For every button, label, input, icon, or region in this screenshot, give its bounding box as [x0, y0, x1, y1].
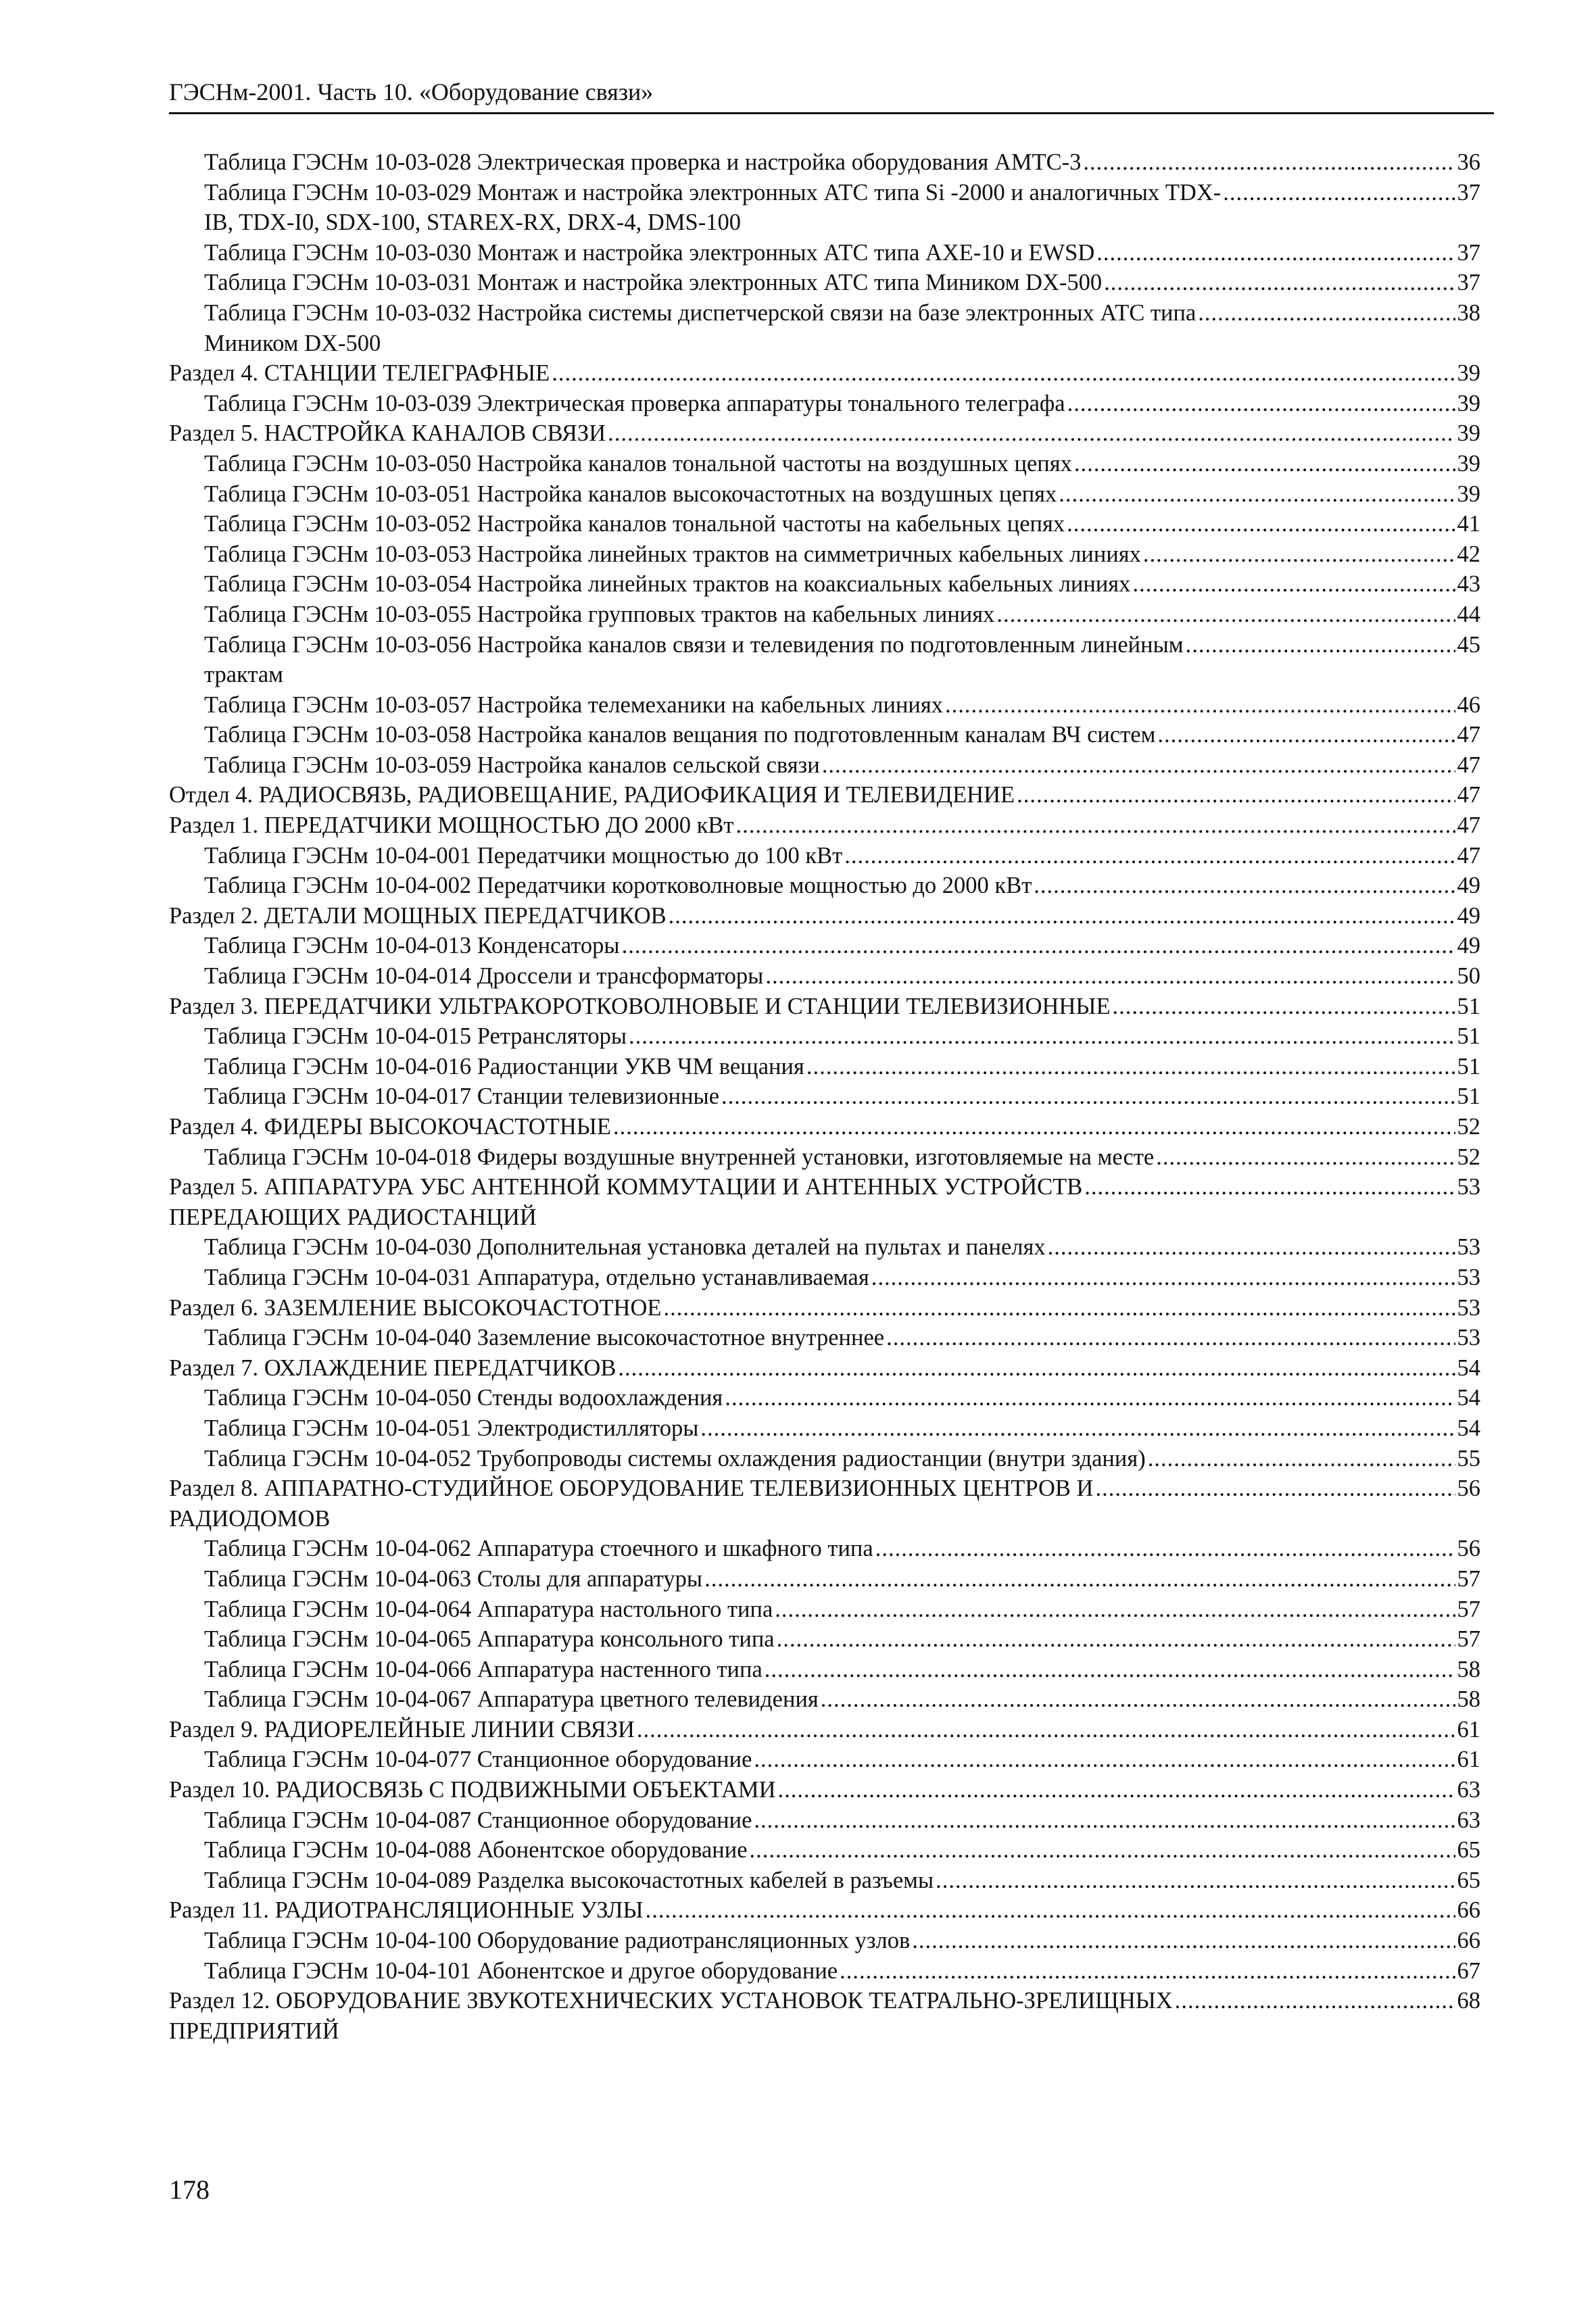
- toc-table-entry[interactable]: [169, 1444, 1480, 1474]
- toc-page-number: 49: [1457, 873, 1480, 899]
- toc-table-entry[interactable]: [169, 841, 1480, 871]
- toc-page-number: 57: [1457, 1626, 1480, 1653]
- dot-leader: [1186, 630, 1455, 660]
- toc-entry-title: [169, 1172, 1082, 1232]
- dot-leader: [646, 1895, 1455, 1926]
- toc-entry-title: [204, 690, 943, 721]
- toc-entry-title: [204, 720, 1155, 750]
- toc-section-entry[interactable]: [169, 1353, 1480, 1384]
- dot-leader: [806, 1052, 1455, 1082]
- toc-page-number: 37: [1457, 179, 1480, 205]
- toc-entry-title-line: ПРЕДПРИЯТИЙ: [169, 2018, 339, 2044]
- toc-entry-title-line: Таблица ГЭСНм 10-04-088 Абонентское оборудование: [204, 1837, 748, 1863]
- toc-page-number: 49: [1457, 933, 1480, 959]
- toc-table-entry[interactable]: [169, 569, 1480, 600]
- dot-leader: [1048, 1232, 1455, 1263]
- toc-section-entry[interactable]: [169, 1775, 1480, 1805]
- toc-section-entry[interactable]: [169, 1293, 1480, 1323]
- toc-entry-title-line: Таблица ГЭСНм 10-04-050 Стенды водоохлаждения: [204, 1385, 723, 1411]
- toc-page-number: 63: [1457, 1777, 1480, 1803]
- dot-leader: [637, 1715, 1455, 1745]
- toc-entry-title: [169, 1986, 1173, 2046]
- toc-entry-title: [204, 1383, 723, 1413]
- dot-leader: [1175, 1986, 1455, 2016]
- toc-entry-title: [204, 1926, 910, 1956]
- toc-entry-title: [204, 961, 763, 992]
- toc-entry-title: [169, 418, 606, 449]
- dot-leader: [775, 1594, 1455, 1625]
- toc-entry-title-line: Таблица ГЭСНм 10-04-064 Аппаратура настольного типа: [204, 1596, 773, 1622]
- toc-entry-title-line: трактам: [204, 662, 284, 688]
- toc-entry-title-line: Таблица ГЭСНм 10-03-039 Электрическая проверка аппаратуры тонального телеграфа: [204, 390, 1065, 416]
- toc-page-number: 58: [1457, 1656, 1480, 1682]
- toc-entry-title-line: Таблица ГЭСНм 10-04-051 Электродистилляторы: [204, 1415, 699, 1441]
- toc-page-number: 51: [1457, 1053, 1480, 1079]
- toc-entry-title-line: Таблица ГЭСНм 10-04-077 Станционное оборудование: [204, 1747, 752, 1773]
- toc-table-entry[interactable]: [169, 750, 1480, 781]
- toc-page-number: 55: [1457, 1445, 1480, 1471]
- toc-table-entry[interactable]: [169, 1142, 1480, 1173]
- toc-table-entry[interactable]: [169, 1534, 1480, 1564]
- toc-page-number: 44: [1457, 601, 1480, 627]
- dot-leader: [618, 1353, 1455, 1384]
- toc-entry-title-line: Таблица ГЭСНм 10-03-059 Настройка каналов сельской связи: [204, 752, 820, 778]
- toc-page-number: 53: [1457, 1294, 1480, 1321]
- dot-leader: [1143, 539, 1455, 570]
- header-divider: [169, 112, 1494, 114]
- toc-section-entry[interactable]: [169, 1473, 1480, 1534]
- toc-entry-title-line: Таблица ГЭСНм 10-04-015 Ретрансляторы: [204, 1023, 627, 1050]
- toc-table-entry[interactable]: [169, 871, 1480, 901]
- dot-leader: [777, 1624, 1455, 1655]
- toc-entry-title-line: Раздел 12. ОБОРУДОВАНИЕ ЗВУКОТЕХНИЧЕСКИХ УСТАНОВОК ТЕАТРАЛЬНО-ЗРЕЛИЩНЫХ: [169, 1988, 1173, 2014]
- toc-entry-title: [169, 992, 1111, 1022]
- toc-entry-title-line: Таблица ГЭСНм 10-03-055 Настройка групповых трактов на кабельных линиях: [204, 601, 995, 627]
- toc-entry-title: [204, 147, 1081, 178]
- toc-page-number: 67: [1457, 1957, 1480, 1984]
- dot-leader: [844, 841, 1455, 871]
- toc-page-number: 47: [1457, 722, 1480, 748]
- toc-entry-title-line: Таблица ГЭСНм 10-03-058 Настройка каналов вещания по подготовленным каналам ВЧ систем: [204, 722, 1156, 748]
- toc-entry-title: [169, 810, 734, 841]
- toc-table-entry[interactable]: [169, 268, 1480, 298]
- toc-entry-title: [204, 1323, 884, 1353]
- toc-entry-title: [204, 600, 994, 630]
- toc-table-entry[interactable]: [169, 1805, 1480, 1836]
- toc-entry-title: [204, 1052, 804, 1082]
- toc-section-entry[interactable]: [169, 901, 1480, 931]
- toc-table-entry[interactable]: [169, 298, 1480, 358]
- toc-entry-title-line: Таблица ГЭСНм 10-03-031 Монтаж и настройка электронных АТС типа Миником DX-500: [204, 270, 1103, 296]
- dot-leader: [1223, 178, 1455, 208]
- toc-entry-title: [169, 1715, 635, 1745]
- toc-section-entry[interactable]: [169, 1715, 1480, 1745]
- dot-leader: [1132, 569, 1455, 600]
- toc-entry-title-line: Таблица ГЭСНм 10-04-002 Передатчики коротковолновые мощностью до 2000 кВт: [204, 873, 1032, 899]
- toc-entry-title: [204, 178, 1221, 238]
- toc-table-entry[interactable]: [169, 449, 1480, 479]
- toc-page-number: 54: [1457, 1415, 1480, 1441]
- toc-page-number: 39: [1457, 360, 1480, 387]
- toc-page-number: 39: [1457, 420, 1480, 447]
- toc-page-number: 39: [1457, 450, 1480, 477]
- dot-leader: [704, 1564, 1455, 1594]
- toc-entry-title: [169, 1895, 644, 1926]
- toc-table-entry[interactable]: [169, 1745, 1480, 1775]
- toc-page-number: 51: [1457, 1083, 1480, 1110]
- toc-table-entry[interactable]: [169, 1323, 1480, 1353]
- toc-entry-title-line: Таблица ГЭСНм 10-04-100 Оборудование радиотрансляционных узлов: [204, 1928, 911, 1954]
- dot-leader: [1059, 479, 1455, 510]
- toc-entry-title-line: Раздел 2. ДЕТАЛИ МОЩНЫХ ПЕРЕДАТЧИКОВ: [169, 902, 667, 929]
- toc-page-number: 63: [1457, 1807, 1480, 1833]
- toc-table-entry[interactable]: [169, 238, 1480, 268]
- dot-leader: [1095, 1473, 1455, 1504]
- toc-table-entry[interactable]: [169, 1021, 1480, 1052]
- toc-page-number: 61: [1457, 1716, 1480, 1743]
- toc-entry-title: [169, 901, 667, 931]
- toc-entry-title: [204, 539, 1141, 570]
- toc-page-number: 65: [1457, 1867, 1480, 1893]
- dot-leader: [996, 600, 1455, 630]
- toc-page-number: 53: [1457, 1264, 1480, 1290]
- dot-leader: [669, 901, 1455, 931]
- toc-entry-title: [169, 1473, 1093, 1534]
- toc-entry-title: [204, 1624, 775, 1655]
- toc-page-number: 68: [1457, 1988, 1480, 2014]
- dot-leader: [886, 1323, 1455, 1353]
- dot-leader: [552, 358, 1455, 389]
- toc-table-entry[interactable]: [169, 1594, 1480, 1625]
- toc-table-entry[interactable]: [169, 389, 1480, 419]
- toc-table-entry[interactable]: [169, 178, 1480, 238]
- toc-page-number: 43: [1457, 571, 1480, 598]
- toc-table-entry[interactable]: [169, 1655, 1480, 1685]
- toc-page-number: 65: [1457, 1837, 1480, 1863]
- toc-entry-title: [204, 1655, 763, 1685]
- toc-entry-title-line: Таблица ГЭСНм 10-04-018 Фидеры воздушные внутренней установки, изготовляемые на месте: [204, 1144, 1155, 1170]
- toc-entry-title: [204, 449, 1072, 479]
- toc-section-entry[interactable]: [169, 358, 1480, 389]
- toc-entry-title: [204, 1263, 869, 1293]
- toc-entry-title: [204, 1232, 1046, 1263]
- toc-entry-title-line: IB, TDX-I0, SDX-100, STAREX-RX, DRX-4, DMS-100: [204, 210, 741, 236]
- toc-entry-title: [204, 479, 1057, 510]
- toc-page-number: 36: [1457, 149, 1480, 175]
- toc-page-number: 56: [1457, 1476, 1480, 1502]
- toc-entry-title: [169, 1112, 611, 1142]
- toc-entry-title: [204, 389, 1065, 419]
- dot-leader: [1067, 509, 1455, 539]
- toc-entry-title-line: Таблица ГЭСНм 10-04-052 Трубопроводы системы охлаждения радиостанции (внутри здания): [204, 1445, 1146, 1471]
- toc-entry-title-line: Таблица ГЭСНм 10-03-052 Настройка каналов тональной частоты на кабельных цепях: [204, 511, 1065, 537]
- toc-table-entry[interactable]: [169, 1383, 1480, 1413]
- toc-entry-title-line: Таблица ГЭСНм 10-04-014 Дроссели и трансформаторы: [204, 963, 764, 990]
- toc-page-number: 47: [1457, 842, 1480, 869]
- toc-table-entry[interactable]: [169, 1081, 1480, 1112]
- toc-entry-title-line: Таблица ГЭСНм 10-04-001 Передатчики мощностью до 100 кВт: [204, 842, 843, 869]
- toc-entry-title-line: Таблица ГЭСНм 10-04-040 Заземление высокочастотное внутреннее: [204, 1325, 885, 1351]
- dot-leader: [1067, 389, 1455, 419]
- toc-page-number: 52: [1457, 1144, 1480, 1170]
- toc-section-entry[interactable]: [169, 1112, 1480, 1142]
- toc-entry-title-line: Таблица ГЭСНм 10-04-101 Абонентское и другое оборудование: [204, 1957, 838, 1984]
- toc-entry-title: [204, 1142, 1154, 1173]
- dot-leader: [608, 418, 1455, 449]
- toc-table-entry[interactable]: [169, 539, 1480, 570]
- dot-leader: [765, 1655, 1455, 1685]
- dot-leader: [725, 1383, 1455, 1413]
- toc-page-number: 54: [1457, 1355, 1480, 1381]
- toc-entry-title-line: Раздел 5. НАСТРОЙКА КАНАЛОВ СВЯЗИ: [169, 420, 606, 447]
- toc-table-entry[interactable]: [169, 1624, 1480, 1655]
- toc-page-number: 47: [1457, 752, 1480, 778]
- toc-page-number: 37: [1457, 239, 1480, 266]
- toc-entry-title-line: Таблица ГЭСНм 10-04-087 Станционное оборудование: [204, 1807, 752, 1833]
- toc-page-number: 66: [1457, 1897, 1480, 1924]
- toc-entry-title: [204, 1866, 934, 1896]
- toc-entry-title-line: Таблица ГЭСНм 10-04-062 Аппаратура стоечного и шкафного типа: [204, 1536, 873, 1562]
- dot-leader: [754, 1805, 1455, 1836]
- toc-page-number: 61: [1457, 1747, 1480, 1773]
- dot-leader: [778, 1775, 1455, 1805]
- toc-entry-title-line: Таблица ГЭСНм 10-03-053 Настройка линейных трактов на симметричных кабельных линиях: [204, 541, 1141, 567]
- toc-entry-title: [204, 298, 1196, 358]
- toc-page-number: 37: [1457, 270, 1480, 296]
- toc-entry-title-line: Таблица ГЭСНм 10-03-056 Настройка каналов связи и телевидения по подготовленным линейным: [204, 631, 1184, 658]
- dot-leader: [1034, 871, 1455, 901]
- toc-section-entry[interactable]: [169, 810, 1480, 841]
- dot-leader: [613, 1112, 1455, 1142]
- toc-entry-title-line: Таблица ГЭСНм 10-03-054 Настройка линейных трактов на коаксиальных кабельных линиях: [204, 571, 1131, 598]
- toc-table-entry[interactable]: [169, 1835, 1480, 1866]
- toc-page-number: 47: [1457, 782, 1480, 808]
- toc-page-number: 39: [1457, 390, 1480, 416]
- toc-table-entry[interactable]: [169, 479, 1480, 510]
- toc-table-entry[interactable]: [169, 1413, 1480, 1444]
- toc-entry-title: [204, 569, 1130, 600]
- dot-leader: [1084, 1172, 1455, 1202]
- toc-entry-title-line: Раздел 5. АППАРАТУРА УБС АНТЕННОЙ КОММУТАЦИИ И АНТЕННЫХ УСТРОЙСТВ: [169, 1174, 1083, 1200]
- dot-leader: [1074, 449, 1455, 479]
- running-header: ГЭСНм-2001. Часть 10. «Оборудование связи»: [169, 78, 654, 105]
- toc-entry-title-line: Раздел 4. ФИДЕРЫ ВЫСОКОЧАСТОТНЫЕ: [169, 1114, 611, 1140]
- dot-leader: [912, 1926, 1455, 1956]
- toc-page-number: 57: [1457, 1596, 1480, 1622]
- toc-entry-title-line: Таблица ГЭСНм 10-04-016 Радиостанции УКВ ЧМ вещания: [204, 1053, 804, 1079]
- dot-leader: [1017, 780, 1455, 810]
- toc-entry-title-line: Раздел 7. ОХЛАЖДЕНИЕ ПЕРЕДАТЧИКОВ: [169, 1355, 616, 1381]
- dot-leader: [700, 1413, 1455, 1444]
- toc-entry-title-line: Таблица ГЭСНм 10-03-051 Настройка каналов высокочастотных на воздушных цепях: [204, 481, 1057, 507]
- toc-entry-title: [204, 1956, 838, 1987]
- toc-entry-title-line: Таблица ГЭСНм 10-04-063 Столы для аппаратуры: [204, 1565, 703, 1592]
- toc-entry-title-line: Раздел 3. ПЕРЕДАТЧИКИ УЛЬТРАКОРОТКОВОЛНОВЫЕ И СТАНЦИИ ТЕЛЕВИЗИОННЫЕ: [169, 993, 1111, 1019]
- dot-leader: [1104, 268, 1455, 298]
- toc-table-entry[interactable]: [169, 1926, 1480, 1956]
- toc-page-number: 49: [1457, 902, 1480, 929]
- toc-entry-title-line: Таблица ГЭСНм 10-04-030 Дополнительная установка деталей на пультах и панелях: [204, 1234, 1046, 1261]
- toc-page-number: 47: [1457, 812, 1480, 839]
- toc-section-entry[interactable]: [169, 1986, 1480, 2046]
- dot-leader: [629, 1021, 1455, 1052]
- toc-table-entry[interactable]: [169, 509, 1480, 539]
- toc-section-entry[interactable]: [169, 780, 1480, 810]
- dot-leader: [622, 931, 1455, 961]
- dot-leader: [750, 1835, 1455, 1866]
- dot-leader: [1083, 147, 1455, 178]
- toc-entry-title-line: Отдел 4. РАДИОСВЯЗЬ, РАДИОВЕЩАНИЕ, РАДИОФИКАЦИЯ И ТЕЛЕВИДЕНИЕ: [169, 782, 1015, 808]
- dot-leader: [875, 1534, 1455, 1564]
- toc-table-entry[interactable]: [169, 1564, 1480, 1594]
- toc-table-entry[interactable]: [169, 1956, 1480, 1987]
- toc-entry-title: [204, 1413, 698, 1444]
- toc-entry-title: [204, 1021, 627, 1052]
- toc-page-number: 54: [1457, 1385, 1480, 1411]
- dot-leader: [1113, 992, 1455, 1022]
- toc-entry-title-line: Таблица ГЭСНм 10-04-013 Конденсаторы: [204, 933, 620, 959]
- toc-entry-title: [204, 630, 1184, 690]
- toc-table-entry[interactable]: [169, 931, 1480, 961]
- dot-leader: [822, 750, 1455, 781]
- toc-entry-title-line: Таблица ГЭСНм 10-03-032 Настройка системы диспетчерской связи на базе электронных АТС типа: [204, 299, 1196, 326]
- toc-entry-title: [204, 1594, 773, 1625]
- toc-page-number: 53: [1457, 1234, 1480, 1261]
- toc-page-number: 58: [1457, 1686, 1480, 1713]
- toc-entry-title: [204, 1745, 752, 1775]
- toc-table-entry[interactable]: [169, 1052, 1480, 1082]
- toc-page-number: 51: [1457, 1023, 1480, 1050]
- toc-entry-title-line: Раздел 4. СТАНЦИИ ТЕЛЕГРАФНЫЕ: [169, 360, 550, 387]
- toc-table-entry[interactable]: [169, 690, 1480, 721]
- dot-leader: [1198, 298, 1455, 328]
- toc-page-number: 39: [1457, 481, 1480, 507]
- toc-entry-title-line: Таблица ГЭСНм 10-04-066 Аппаратура настенного типа: [204, 1656, 763, 1682]
- dot-leader: [945, 690, 1455, 721]
- toc-entry-title-line: Таблица ГЭСНм 10-03-028 Электрическая проверка и настройка оборудования АМТС-3: [204, 149, 1082, 175]
- toc-entry-title: [204, 1444, 1146, 1474]
- toc-entry-title-line: Таблица ГЭСНм 10-03-029 Монтаж и настройка электронных АТС типа Si -2000 и аналогичных TDX-: [204, 179, 1222, 205]
- toc-table-entry[interactable]: [169, 1866, 1480, 1896]
- toc-table-entry[interactable]: [169, 600, 1480, 630]
- toc-entry-title-line: Миником DX-500: [204, 330, 381, 356]
- toc-section-entry[interactable]: [169, 418, 1480, 449]
- toc-entry-title: [204, 750, 820, 781]
- dot-leader: [821, 1684, 1455, 1715]
- toc-entry-title-line: Таблица ГЭСНм 10-03-030 Монтаж и настройка электронных АТС типа AXE-10 и EWSD: [204, 239, 1095, 266]
- toc-entry-title: [204, 1684, 819, 1715]
- toc-entry-title: [204, 871, 1032, 901]
- toc-page-number: 45: [1457, 631, 1480, 658]
- dot-leader: [1096, 238, 1455, 268]
- toc-entry-title: [204, 268, 1102, 298]
- toc-entry-title-line: Таблица ГЭСНм 10-03-050 Настройка каналов тональной частоты на воздушных цепях: [204, 450, 1072, 477]
- toc-table-entry[interactable]: [169, 720, 1480, 750]
- dot-leader: [871, 1263, 1455, 1293]
- toc-entry-title: [204, 1835, 748, 1866]
- toc-entry-title-line: Раздел 6. ЗАЗЕМЛЕНИЕ ВЫСОКОЧАСТОТНОЕ: [169, 1294, 662, 1321]
- toc-entry-title: [204, 1534, 873, 1564]
- dot-leader: [736, 810, 1455, 841]
- toc-table-entry[interactable]: [169, 1263, 1480, 1293]
- toc-page-number: 56: [1457, 1536, 1480, 1562]
- dot-leader: [1157, 720, 1455, 750]
- toc-entry-title: [204, 1805, 752, 1836]
- toc-entry-title: [169, 1353, 616, 1384]
- toc-page-number: 53: [1457, 1325, 1480, 1351]
- dot-leader: [936, 1866, 1455, 1896]
- toc-entry-title: [169, 1775, 776, 1805]
- toc-page-number: 50: [1457, 963, 1480, 990]
- toc-entry-title: [204, 1564, 702, 1594]
- toc-table-entry[interactable]: [169, 1232, 1480, 1263]
- toc-entry-title-line: ПЕРЕДАЮЩИХ РАДИОСТАНЦИЙ: [169, 1204, 537, 1230]
- toc-page-number: 57: [1457, 1565, 1480, 1592]
- page-number: 178: [169, 2174, 210, 2205]
- toc-section-entry[interactable]: [169, 992, 1480, 1022]
- toc-section-entry[interactable]: [169, 1895, 1480, 1926]
- dot-leader: [840, 1956, 1455, 1987]
- toc-page-number: 52: [1457, 1114, 1480, 1140]
- toc-entry-title-line: Таблица ГЭСНм 10-04-067 Аппаратура цветного телевидения: [204, 1686, 819, 1713]
- toc-section-entry[interactable]: [169, 1172, 1480, 1232]
- toc-entry-title-line: Таблица ГЭСНм 10-04-031 Аппаратура, отдельно устанавливаемая: [204, 1264, 869, 1290]
- toc-table-entry[interactable]: [169, 961, 1480, 992]
- dot-leader: [1148, 1444, 1455, 1474]
- toc-table-entry[interactable]: [169, 630, 1480, 690]
- toc-table-entry[interactable]: [169, 147, 1480, 178]
- toc-entry-title: [204, 931, 620, 961]
- toc-page-number: 46: [1457, 691, 1480, 718]
- dot-leader: [1156, 1142, 1455, 1173]
- toc-entry-title-line: Раздел 10. РАДИОСВЯЗЬ С ПОДВИЖНЫМИ ОБЪЕКТАМИ: [169, 1777, 776, 1803]
- toc-page-number: 38: [1457, 299, 1480, 326]
- toc-page-number: 51: [1457, 993, 1480, 1019]
- toc-page-number: 42: [1457, 541, 1480, 567]
- toc-page-number: 41: [1457, 511, 1480, 537]
- dot-leader: [721, 1081, 1455, 1112]
- toc-page-number: 66: [1457, 1928, 1480, 1954]
- toc-entry-title-line: Раздел 11. РАДИОТРАНСЛЯЦИОННЫЕ УЗЛЫ: [169, 1897, 644, 1924]
- toc-page-number: 53: [1457, 1174, 1480, 1200]
- toc-entry-title-line: Таблица ГЭСНм 10-04-017 Станции телевизионные: [204, 1083, 720, 1110]
- toc-entry-title-line: Раздел 1. ПЕРЕДАТЧИКИ МОЩНОСТЬЮ ДО 2000 кВт: [169, 812, 734, 839]
- toc-entry-title: [204, 1081, 719, 1112]
- toc-entry-title: [169, 780, 1015, 810]
- toc-table-entry[interactable]: [169, 1684, 1480, 1715]
- toc-entry-title-line: Таблица ГЭСНм 10-03-057 Настройка телемеханики на кабельных линиях: [204, 691, 943, 718]
- toc-entry-title: [204, 841, 842, 871]
- toc-entry-title-line: Таблица ГЭСНм 10-04-089 Разделка высокочастотных кабелей в разъемы: [204, 1867, 934, 1893]
- toc-entry-title: [169, 1293, 661, 1323]
- table-of-contents: [169, 147, 1480, 2046]
- dot-leader: [765, 961, 1455, 992]
- toc-entry-title-line: Раздел 8. АППАРАТНО-СТУДИЙНОЕ ОБОРУДОВАНИЕ ТЕЛЕВИЗИОННЫХ ЦЕНТРОВ И: [169, 1476, 1094, 1502]
- dot-leader: [754, 1745, 1455, 1775]
- toc-entry-title: [169, 358, 550, 389]
- toc-entry-title-line: Раздел 9. РАДИОРЕЛЕЙНЫЕ ЛИНИИ СВЯЗИ: [169, 1716, 635, 1743]
- toc-entry-title: [204, 509, 1065, 539]
- toc-entry-title: [204, 238, 1094, 268]
- toc-entry-title-line: РАДИОДОМОВ: [169, 1505, 331, 1532]
- dot-leader: [663, 1293, 1455, 1323]
- toc-entry-title-line: Таблица ГЭСНм 10-04-065 Аппаратура консольного типа: [204, 1626, 775, 1653]
